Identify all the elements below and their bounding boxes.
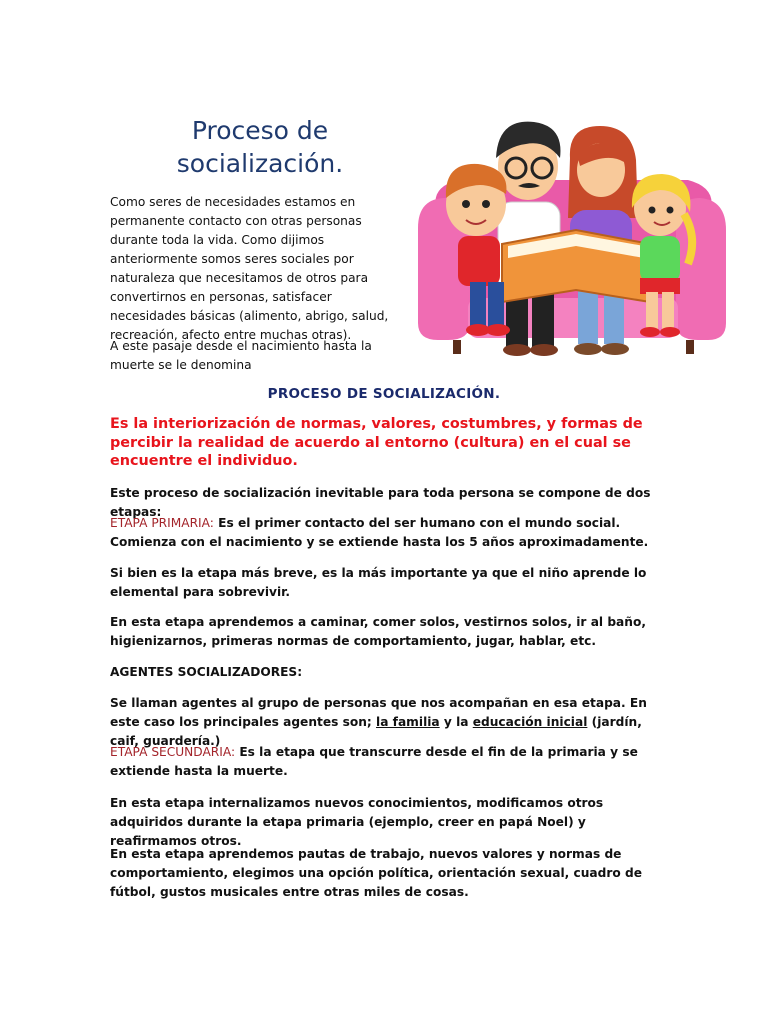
agents-family-link: la familia xyxy=(376,715,440,729)
agents-heading-text: AGENTES SOCIALIZADORES: xyxy=(110,665,303,679)
agents-heading xyxy=(110,663,670,682)
primary-stage-label: ETAPA PRIMARIA: xyxy=(110,516,214,530)
agents-text-c: (jardín, caif, guardería.) xyxy=(110,715,642,748)
definition-text: Es la interiorización de normas, valores, costumbres, y formas de percibir la realidad de acuerdo al entorno (cultura) en el cual se encuentre el individuo. xyxy=(110,416,643,469)
secondary-stage-text: Es la etapa que transcurre desde el fin de la primaria y se extiende hasta la muerte. xyxy=(110,745,638,778)
agents-education-link: educación inicial xyxy=(472,715,588,729)
secondary-stage-paragraph xyxy=(110,743,670,781)
stages-intro-text: Este proceso de socialización inevitable para toda persona se compone de dos etapas: xyxy=(110,486,651,519)
secondary-stage-label: ETAPA SECUNDARIA: xyxy=(110,745,236,759)
intro-paragraph: Como seres de necesidades estamos en permanente contacto con otras personas durante toda la vida. Como dijimos anteriormente somos seres sociales por naturaleza que necesitamos de otros para convertirnos en personas, satisfacer necesidades básicas (alimento, abrigo, salud, recreación, afecto entre muchas otras). xyxy=(110,195,389,342)
section-heading: PROCESO DE SOCIALIZACIÓN. xyxy=(267,386,501,402)
intro-paragraph-2: A este pasaje desde el nacimiento hasta la muerte se le denomina xyxy=(110,339,372,372)
document-title: Proceso de socialización. xyxy=(176,116,344,178)
primary-stage-paragraph-3: En esta etapa aprendemos a caminar, comer solos, vestirnos solos, ir al baño, higienizarnos, primeras normas de comportamiento, jugar, hablar, etc. xyxy=(110,615,646,648)
agents-text-b: y la xyxy=(439,715,473,729)
primary-stage-paragraph-2: Si bien es la etapa más breve, es la más importante ya que el niño aprende lo elemental para sobrevivir. xyxy=(110,566,647,599)
family-reading-illustration xyxy=(418,118,728,363)
primary-stage-text: Es el primer contacto del ser humano con el mundo social. Comienza con el nacimiento y se extiende hasta los 5 años aproximadamente. xyxy=(110,516,649,549)
agents-text-a: Se llaman agentes al grupo de personas que nos acompañan en esa etapa. En este caso los principales agentes son; xyxy=(110,696,647,729)
secondary-stage-paragraph-2: En esta etapa internalizamos nuevos conocimientos, modificamos otros adquiridos durante la etapa primaria (ejemplo, creer en papá Noel) y reafirmamos otros. xyxy=(110,796,604,848)
secondary-stage-paragraph-3: En esta etapa aprendemos pautas de trabajo, nuevos valores y normas de comportamiento, elegimos una opción política, orientación sexual, cuadro de fútbol, gustos musicales entre otras miles de cosas. xyxy=(110,847,642,899)
primary-stage-paragraph xyxy=(110,514,670,552)
